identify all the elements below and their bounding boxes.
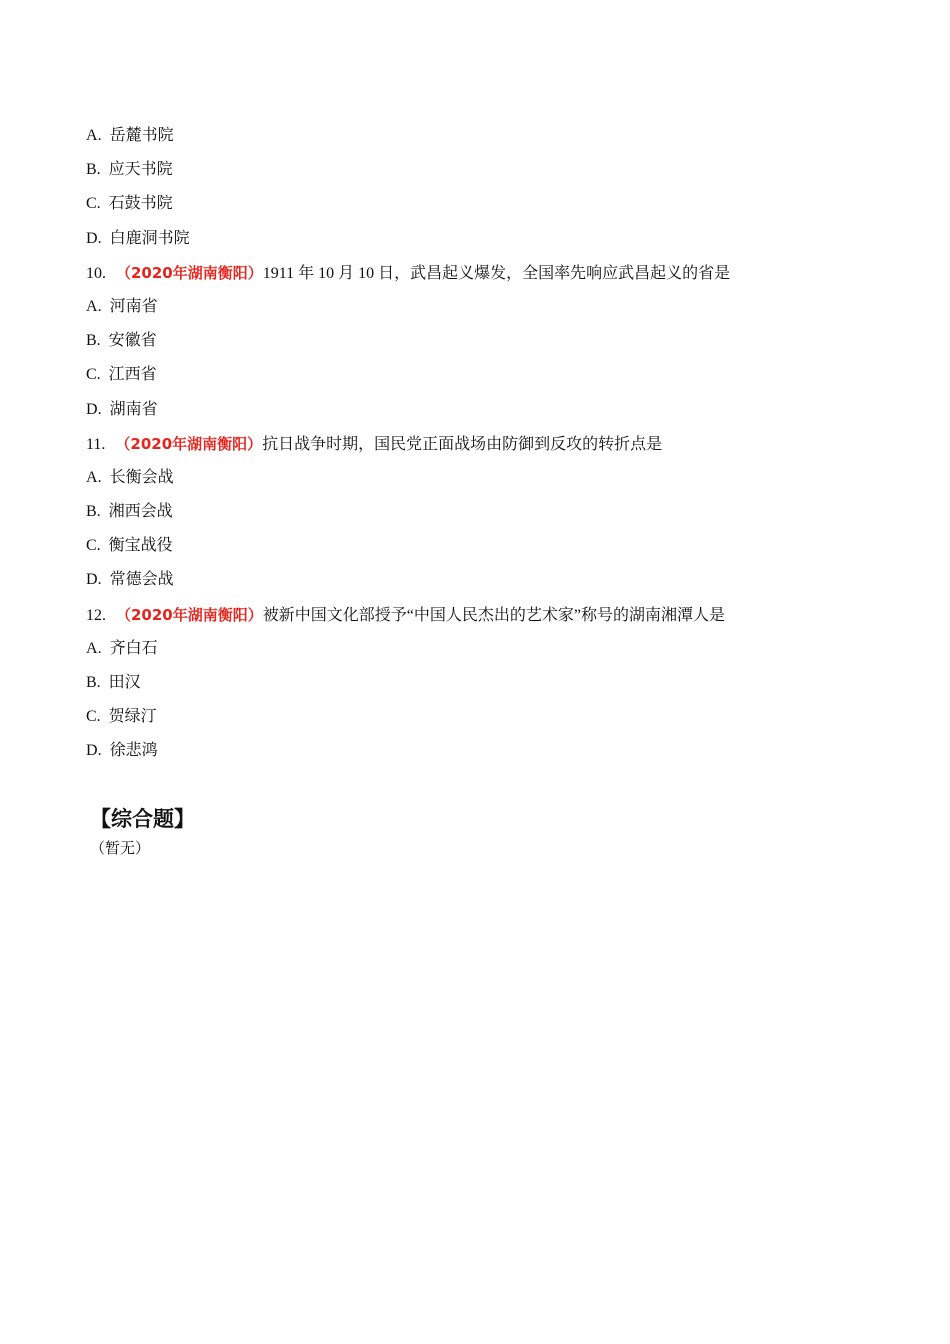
option-text: 长衡会战	[109, 468, 174, 486]
option-letter: C	[86, 195, 97, 213]
question-source: （2020年湖南衡阳）	[116, 263, 263, 282]
question-list	[86, 122, 886, 862]
question-source: （2020年湖南衡阳）	[115, 434, 263, 453]
q9-option-c	[86, 190, 886, 224]
q10-option-c	[86, 361, 886, 395]
option-text: 田汉	[108, 674, 141, 691]
option-text: 衡宝战役	[108, 537, 173, 555]
q11-stem	[86, 430, 886, 464]
option-letter: A	[86, 468, 98, 486]
q12-option-b	[86, 669, 886, 703]
option-text: 江西省	[108, 366, 157, 384]
q12-option-d	[86, 737, 886, 771]
option-letter: C	[86, 366, 97, 384]
option-letter: A	[86, 127, 98, 144]
q9-option-a	[86, 122, 886, 156]
section-heading: 【综合题】	[90, 806, 195, 831]
q11-option-d	[86, 566, 886, 600]
option-separator: .	[96, 708, 101, 726]
option-separator: .	[97, 127, 102, 144]
option-letter: B	[86, 503, 97, 521]
option-text: 贺绿汀	[108, 708, 157, 726]
option-text: 徐悲鸿	[109, 742, 158, 760]
option-letter: C	[86, 537, 97, 555]
option-letter: D	[86, 229, 98, 247]
option-separator: .	[97, 468, 102, 486]
q10-stem	[86, 259, 886, 293]
section-note: （暂无）	[90, 840, 151, 857]
question-number: 10.	[86, 264, 106, 282]
option-text: 岳麓书院	[109, 127, 174, 144]
q12-option-a	[86, 635, 886, 669]
question-text: 被新中国文化部授予“中国人民杰出的艺术家”称号的湖南湘潭人是	[262, 606, 725, 624]
q10-option-d	[86, 396, 886, 430]
option-separator: .	[96, 537, 101, 555]
option-letter: B	[86, 332, 97, 350]
q11-option-c	[86, 532, 886, 566]
option-letter: B	[86, 161, 97, 179]
option-letter: D	[86, 742, 98, 760]
option-letter: D	[86, 571, 98, 589]
question-text: 抗日战争时期，国民党正面战场由防御到反攻的转折点是	[262, 435, 663, 453]
section-spacer	[86, 772, 886, 802]
q9-option-d	[86, 225, 886, 259]
option-separator: .	[96, 366, 101, 384]
option-separator: .	[96, 674, 101, 691]
option-separator: .	[96, 195, 101, 213]
q12-option-c	[86, 703, 886, 737]
question-text: 1911 年 10 月 10 日，武昌起义爆发，全国率先响应武昌起义的省是	[262, 264, 731, 282]
option-separator: .	[96, 161, 101, 179]
option-separator: .	[97, 571, 102, 589]
option-letter: D	[86, 400, 98, 418]
option-text: 石鼓书院	[108, 195, 173, 213]
option-separator: .	[97, 742, 102, 760]
option-text: 湘西会战	[108, 503, 173, 521]
option-letter: A	[86, 297, 98, 315]
option-separator: .	[97, 229, 102, 247]
option-text: 应天书院	[108, 161, 173, 179]
option-separator: .	[96, 503, 101, 521]
q10-option-b	[86, 327, 886, 361]
q11-option-a	[86, 464, 886, 498]
q11-option-b	[86, 498, 886, 532]
option-letter: B	[86, 674, 97, 691]
option-letter: A	[86, 639, 98, 657]
option-separator: .	[97, 639, 102, 657]
question-source: （2020年湖南衡阳）	[116, 605, 263, 624]
option-text: 常德会战	[109, 571, 174, 589]
option-separator: .	[96, 332, 101, 350]
option-letter: C	[86, 708, 97, 726]
option-text: 白鹿洞书院	[109, 229, 190, 247]
question-number: 11.	[86, 435, 106, 453]
q10-option-a	[86, 293, 886, 327]
option-text: 河南省	[109, 297, 158, 315]
option-separator: .	[97, 297, 102, 315]
option-text: 齐白石	[109, 639, 158, 657]
option-text: 安徽省	[108, 332, 157, 350]
option-separator: .	[97, 400, 102, 418]
option-text: 湖南省	[109, 400, 158, 418]
q12-stem	[86, 601, 886, 635]
q9-option-b	[86, 156, 886, 190]
question-number: 12.	[86, 606, 106, 624]
